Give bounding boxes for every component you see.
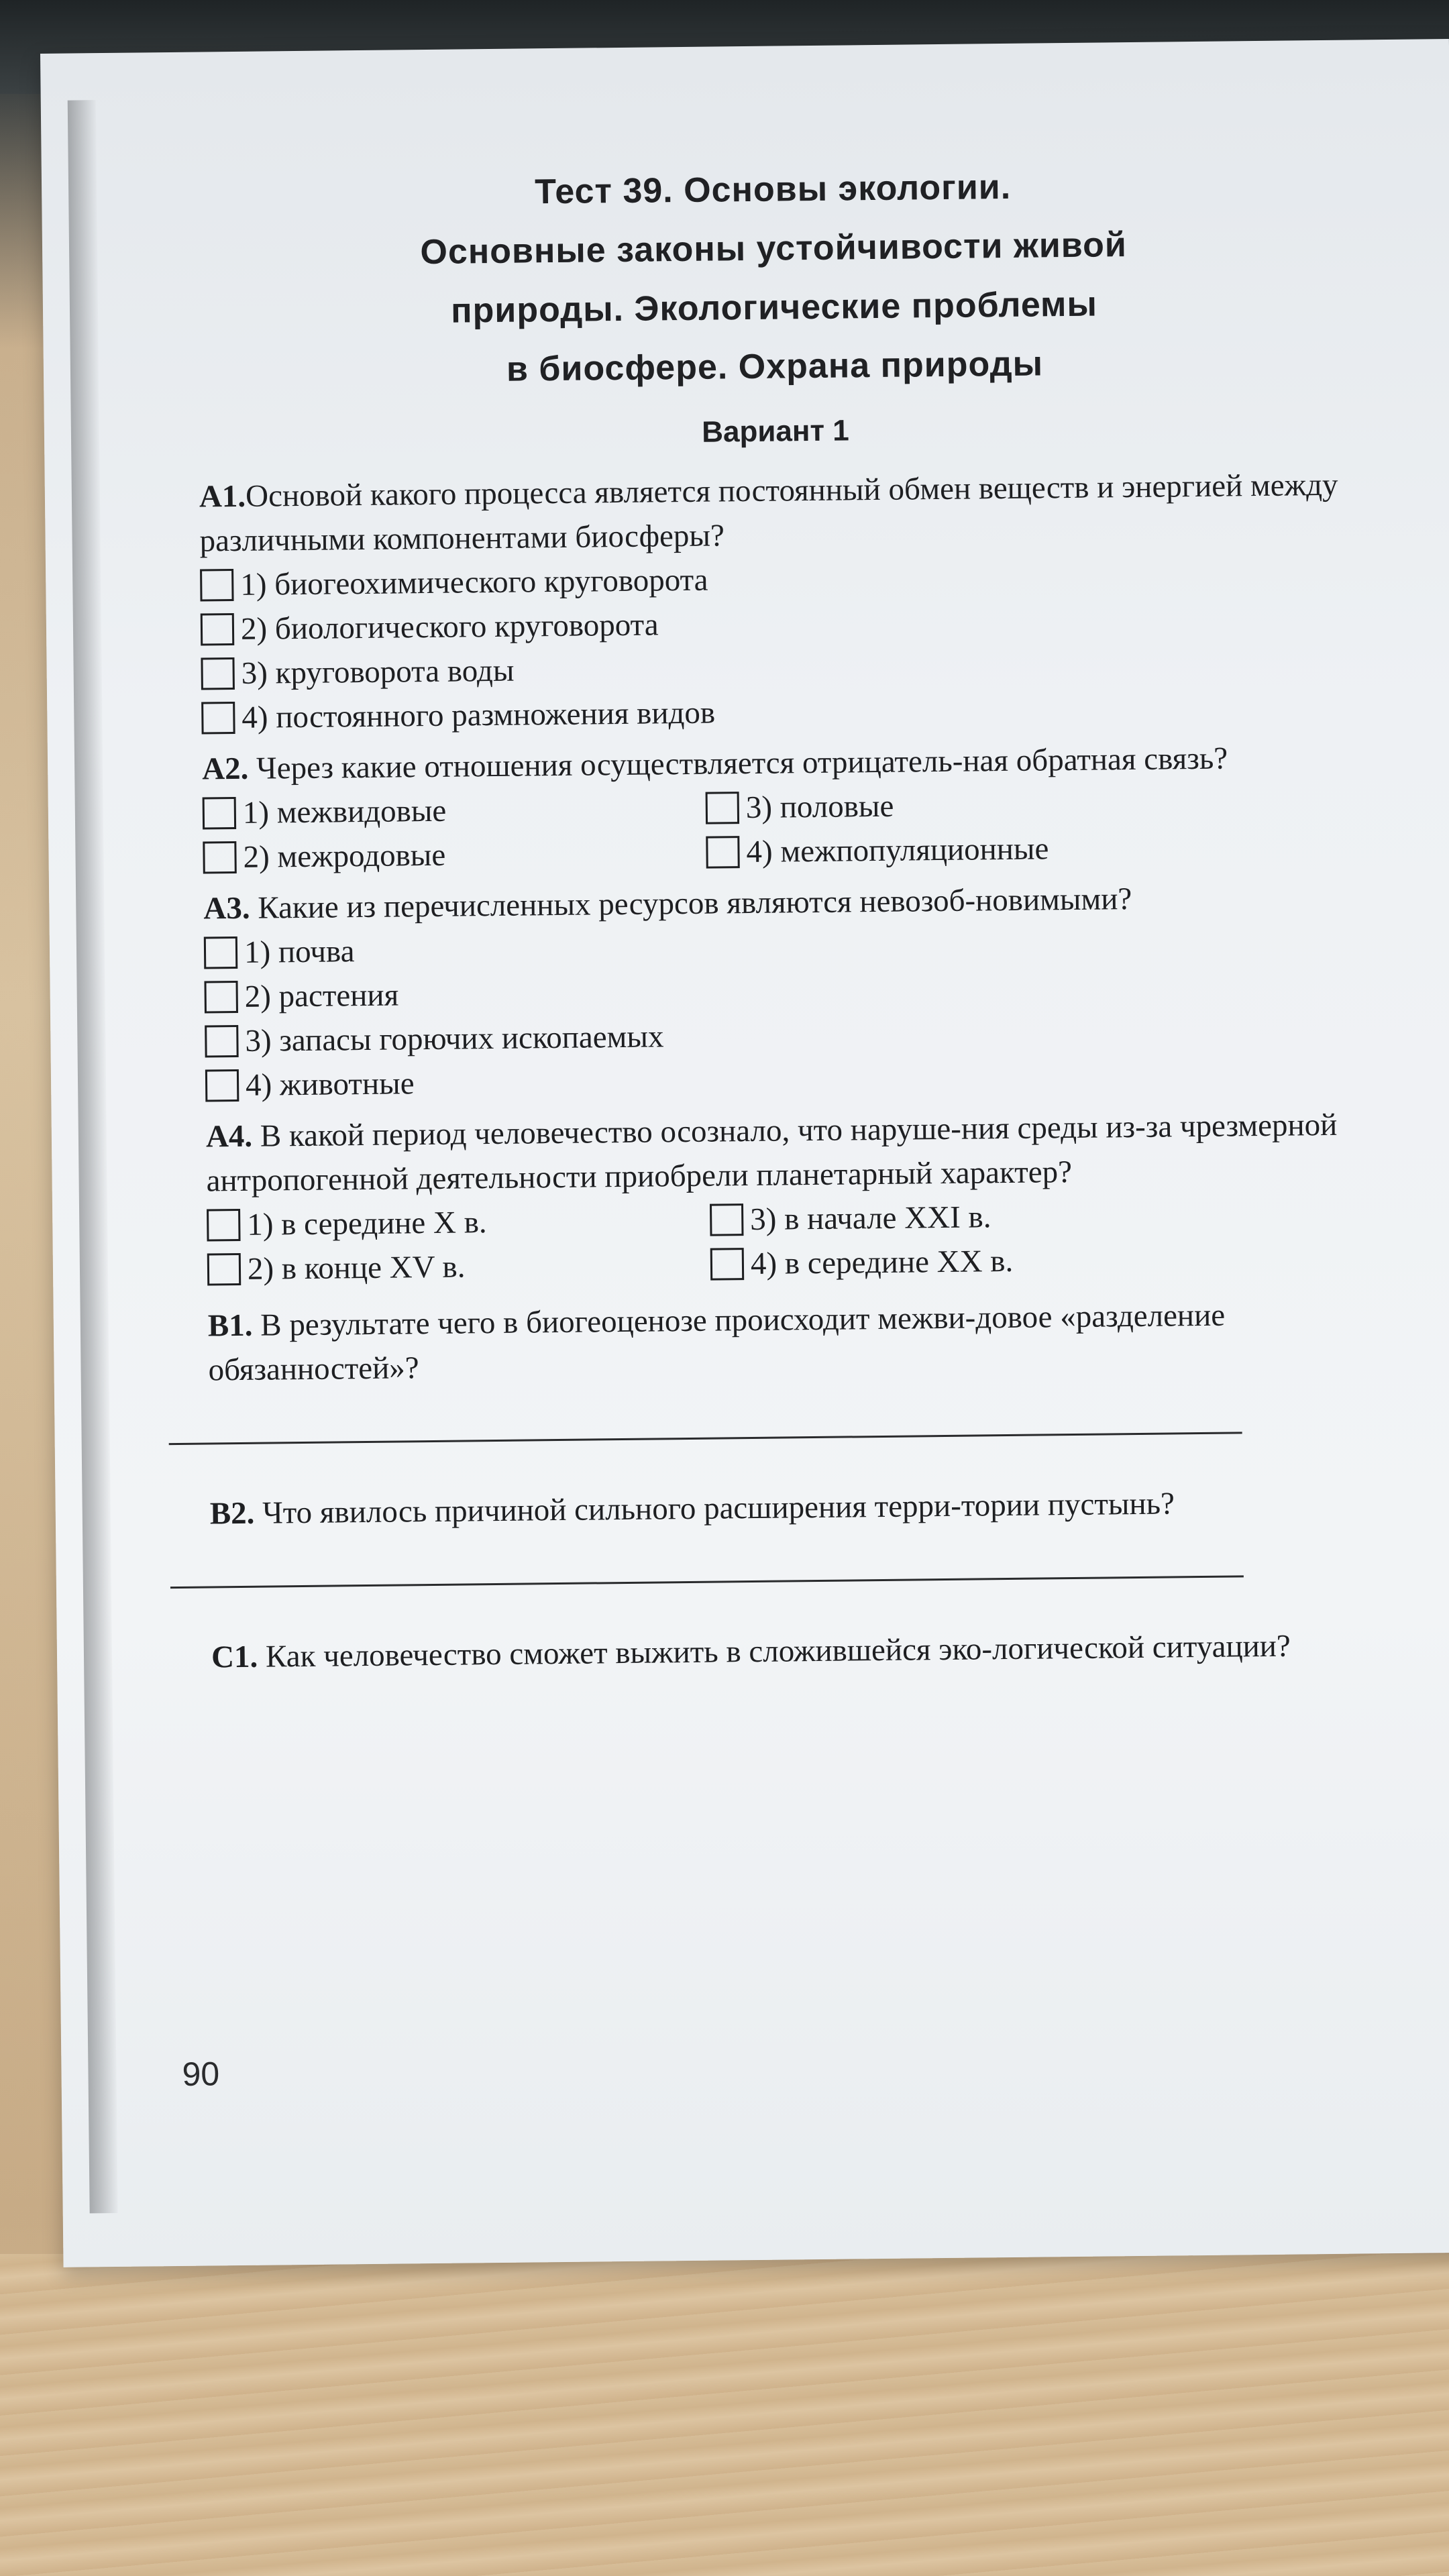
checkbox[interactable] bbox=[207, 1209, 240, 1242]
answer-line-b1[interactable] bbox=[169, 1432, 1242, 1445]
copy-shadow-edge bbox=[68, 100, 118, 2213]
title-line: в биосфере. Охрана природы bbox=[506, 344, 1044, 389]
checkbox[interactable] bbox=[201, 702, 235, 735]
checkbox[interactable] bbox=[710, 1248, 745, 1281]
option-a2-2[interactable] bbox=[203, 830, 706, 880]
paper-sheet bbox=[40, 39, 1449, 2267]
option-label: 3) круговорота воды bbox=[241, 653, 515, 691]
option-a2-3[interactable] bbox=[705, 781, 1209, 830]
answer-line-b2[interactable] bbox=[170, 1575, 1244, 1589]
question-a1 bbox=[199, 463, 1354, 564]
question-text: Что явилось причиной сильного расширения терри-тории пустынь? bbox=[262, 1486, 1175, 1531]
title-line: природы. Экологические проблемы bbox=[450, 284, 1098, 331]
checkbox[interactable] bbox=[201, 657, 234, 690]
option-a2-4[interactable] bbox=[706, 825, 1210, 875]
title-line: Основные законы устойчивости живой bbox=[420, 225, 1128, 272]
option-label: 3) запасы горючих ископаемых bbox=[245, 1019, 664, 1059]
question-number: А1. bbox=[199, 478, 246, 515]
question-b1 bbox=[208, 1291, 1362, 1392]
question-number: С1. bbox=[211, 1639, 258, 1675]
question-c1 bbox=[211, 1623, 1366, 1679]
question-number: В1. bbox=[207, 1307, 253, 1344]
table-surface bbox=[0, 2254, 1449, 2576]
option-label: 1) биогеохимического круговорота bbox=[240, 562, 708, 602]
option-label: 2) растения bbox=[244, 977, 399, 1014]
checkbox[interactable] bbox=[201, 613, 234, 646]
checkbox[interactable] bbox=[706, 792, 739, 824]
variant-label: Вариант 1 bbox=[701, 414, 849, 449]
checkbox[interactable] bbox=[203, 797, 236, 830]
checkbox[interactable] bbox=[203, 841, 236, 874]
checkbox[interactable] bbox=[710, 1203, 743, 1236]
question-text: В какой период человечество осознало, что наруше-ния среды из-за чрезмерной антропогенной деятельности приобрели планетарный характер? bbox=[206, 1107, 1338, 1199]
checkbox[interactable] bbox=[205, 1025, 238, 1058]
option-label: 4) в середине XX в. bbox=[750, 1243, 1014, 1282]
question-number: А2. bbox=[201, 751, 249, 787]
option-label: 2) межродовые bbox=[243, 837, 446, 875]
option-label: 4) межпопуляционные bbox=[746, 831, 1049, 870]
checkbox[interactable] bbox=[204, 981, 237, 1014]
checkbox[interactable] bbox=[204, 936, 237, 969]
question-text: Основой какого процесса является постоянный обмен веществ и энергией между различными компонентами биосферы? bbox=[199, 467, 1338, 559]
checkbox[interactable] bbox=[200, 569, 233, 602]
option-label: 3) половые bbox=[745, 788, 894, 826]
option-a2-1[interactable] bbox=[203, 786, 706, 836]
checkbox[interactable] bbox=[205, 1069, 239, 1102]
checkbox[interactable] bbox=[207, 1253, 241, 1286]
question-a4 bbox=[206, 1102, 1360, 1203]
checkbox[interactable] bbox=[706, 836, 739, 869]
question-text: Какие из перечисленных ресурсов являются невозоб-новимыми? bbox=[258, 881, 1132, 926]
option-a4-3[interactable] bbox=[710, 1193, 1214, 1242]
option-label: 1) межвидовые bbox=[242, 793, 447, 830]
option-label: 1) в середине X в. bbox=[247, 1205, 487, 1242]
page-content bbox=[196, 154, 1366, 1680]
option-label: 2) в конце XV в. bbox=[247, 1249, 466, 1287]
option-label: 2) биологического круговорота bbox=[240, 607, 659, 647]
option-label: 4) постоянного размножения видов bbox=[241, 695, 716, 735]
question-number: А3. bbox=[203, 890, 250, 926]
test-title bbox=[196, 154, 1353, 468]
option-a4-2[interactable] bbox=[207, 1242, 711, 1292]
option-a4-4[interactable] bbox=[710, 1237, 1214, 1287]
question-text: Через какие отношения осуществляется отрицатель-ная обратная связь? bbox=[256, 741, 1228, 786]
question-b2 bbox=[209, 1479, 1364, 1536]
option-label: 3) в начале XXI в. bbox=[749, 1199, 991, 1238]
question-text: В результате чего в биогеоценозе происходит межви-довое «разделение обязанностей»? bbox=[208, 1297, 1226, 1388]
question-number: В2. bbox=[209, 1495, 255, 1532]
option-a4-1[interactable] bbox=[207, 1198, 710, 1248]
title-line: Тест 39. Основы экологии. bbox=[534, 167, 1012, 212]
page-number: 90 bbox=[182, 2055, 220, 2093]
option-label: 1) почва bbox=[244, 934, 355, 970]
question-number: А4. bbox=[205, 1118, 253, 1155]
question-text: Как человечество сможет выжить в сложившейся эко-логической ситуации? bbox=[265, 1628, 1291, 1674]
option-label: 4) животные bbox=[245, 1066, 415, 1103]
